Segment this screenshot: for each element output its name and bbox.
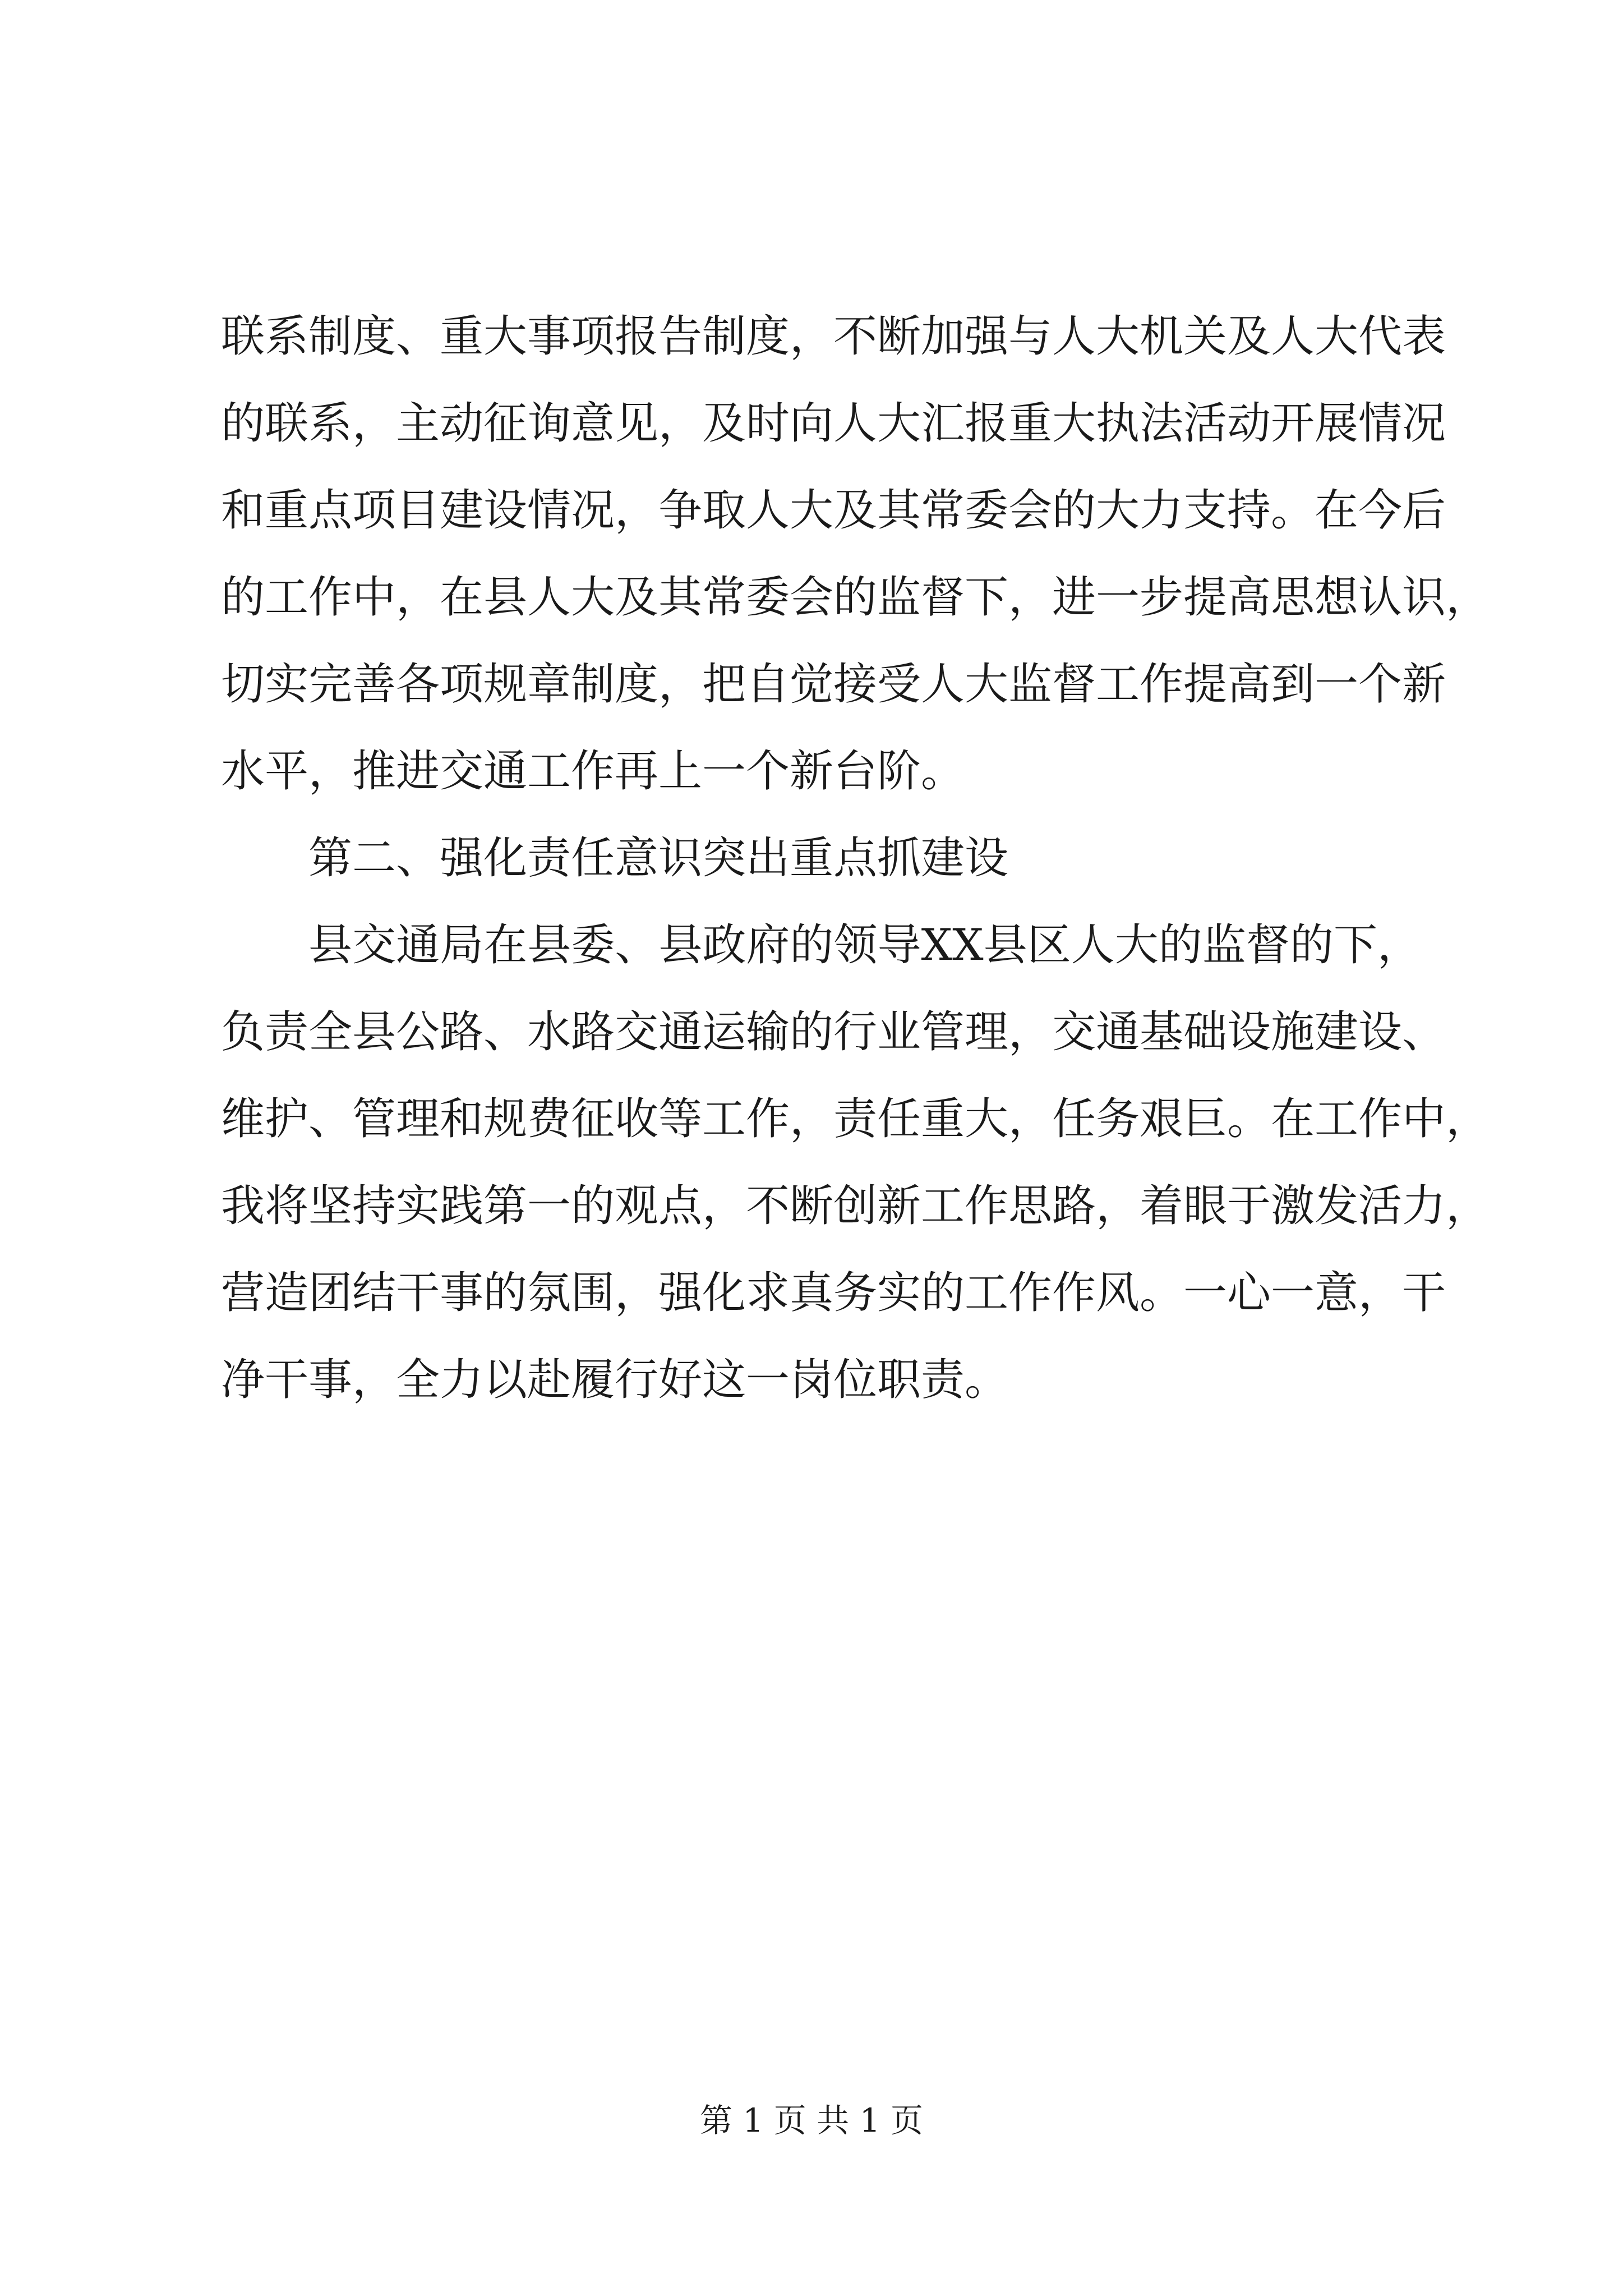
paragraph-line: 联系制度、重大事项报告制度，不断加强与人大机关及人大代表: [221, 311, 1446, 362]
paragraph-line: 我将坚持实践第一的观点，不断创新工作思路，着眼于激发活力，: [221, 1181, 1490, 1231]
paragraph-line: 切实完善各项规章制度，把自觉接受人大监督工作提高到一个新: [221, 659, 1446, 710]
paragraph-line: 维护、管理和规费征收等工作，责任重大，任务艰巨。在工作中，: [221, 1094, 1490, 1144]
paragraph-line: 负责全县公路、水路交通运输的行业管理，交通基础设施建设、: [221, 1007, 1446, 1057]
paragraph-line: 县交通局在县委、县政府的领导XX县区人大的监督的下，: [308, 920, 1421, 970]
paragraph-line: 和重点项目建设情况，争取人大及其常委会的大力支持。在今后: [221, 485, 1446, 536]
page-number-footer: 第 1 页 共 1 页: [700, 2101, 923, 2139]
paragraph-line: 的工作中，在县人大及其常委会的监督下，进一步提高思想认识，: [221, 572, 1490, 623]
paragraph-line: 净干事，全力以赴履行好这一岗位职责。: [221, 1355, 1009, 1405]
section-heading: 第二、强化责任意识突出重点抓建设: [308, 833, 1009, 884]
paragraph-line: 的联系，主动征询意见，及时向人大汇报重大执法活动开展情况: [221, 398, 1446, 449]
paragraph-line: 水平，推进交通工作再上一个新台阶。: [221, 746, 965, 797]
paragraph-line: 营造团结干事的氛围，强化求真务实的工作作风。一心一意，干: [221, 1268, 1446, 1318]
